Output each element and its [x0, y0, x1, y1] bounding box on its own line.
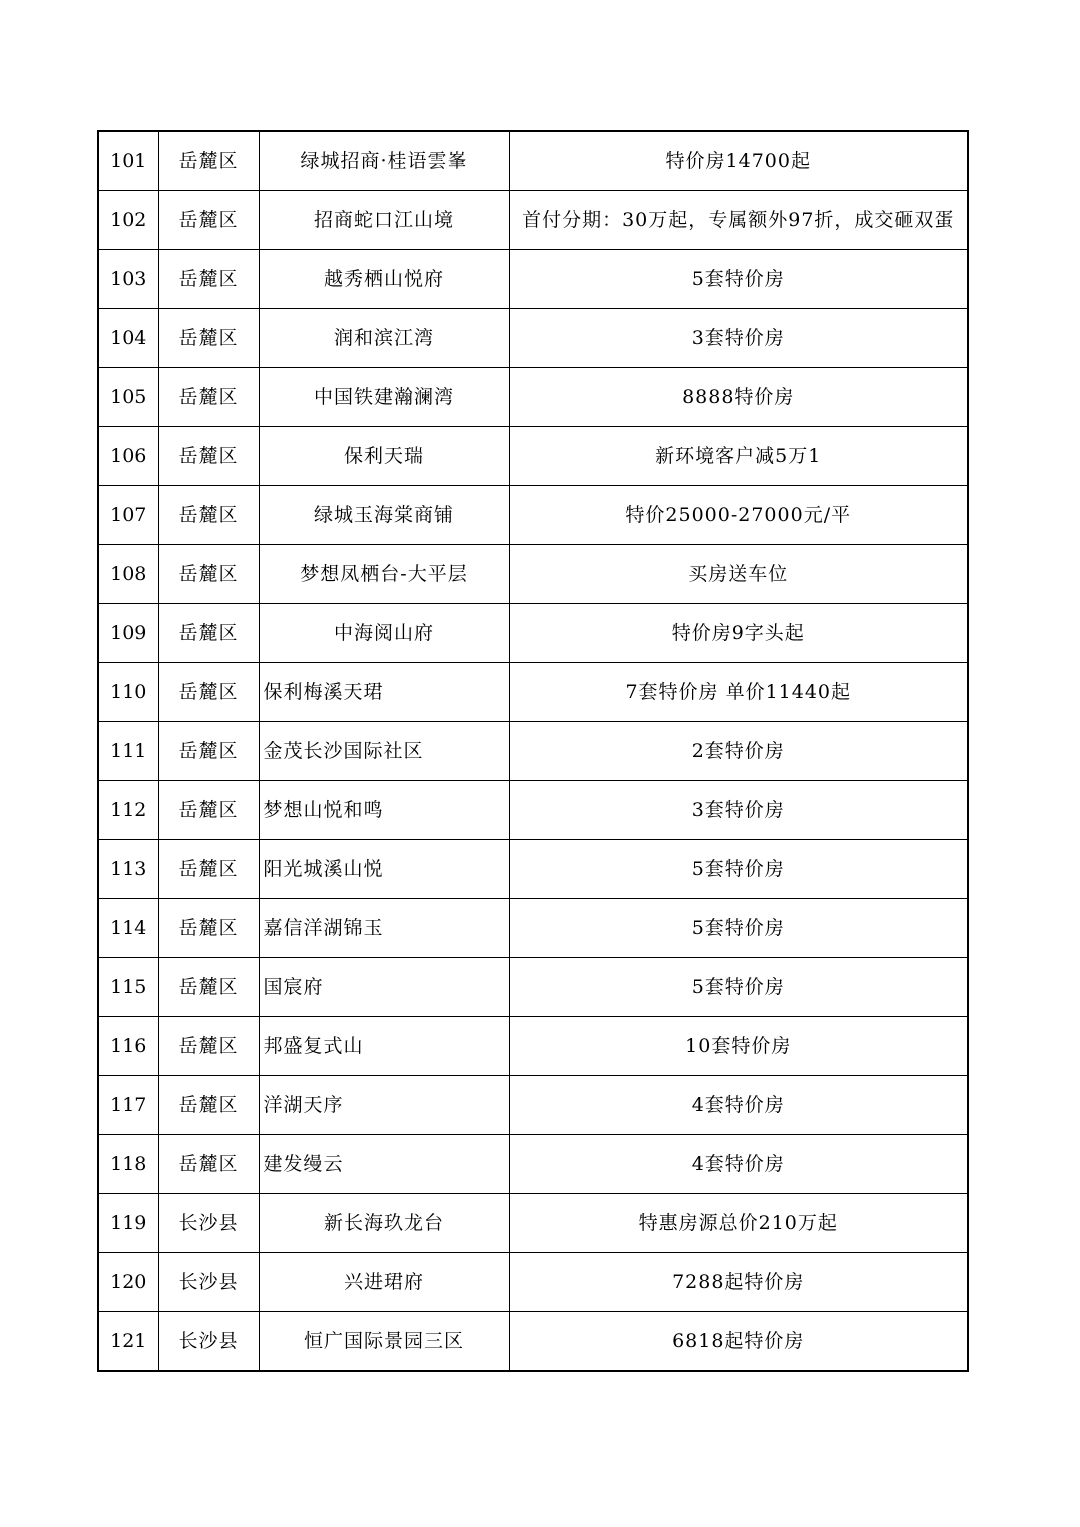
- project-name-cell: 建发缦云: [259, 1135, 509, 1194]
- table-row: [98, 486, 968, 545]
- offer-cell: 买房送车位: [509, 545, 968, 604]
- project-name-cell: 中国铁建瀚澜湾: [259, 368, 509, 427]
- table-row: [98, 604, 968, 663]
- table-row: [98, 840, 968, 899]
- offer-cell: 8888特价房: [509, 368, 968, 427]
- table-row: [98, 1076, 968, 1135]
- row-number-cell: 110: [98, 663, 158, 722]
- housing-offers-table: [97, 130, 969, 1372]
- district-cell: 岳麓区: [158, 309, 259, 368]
- district-cell: 长沙县: [158, 1194, 259, 1253]
- table-row: [98, 1017, 968, 1076]
- offer-cell: 7288起特价房: [509, 1253, 968, 1312]
- row-number-cell: 103: [98, 250, 158, 309]
- district-cell: 岳麓区: [158, 958, 259, 1017]
- table-row: [98, 131, 968, 191]
- row-number-cell: 118: [98, 1135, 158, 1194]
- district-cell: 岳麓区: [158, 663, 259, 722]
- district-cell: 岳麓区: [158, 427, 259, 486]
- table-row: [98, 191, 968, 250]
- district-cell: 岳麓区: [158, 131, 259, 191]
- row-number-cell: 116: [98, 1017, 158, 1076]
- project-name-cell: 恒广国际景园三区: [259, 1312, 509, 1372]
- district-cell: 岳麓区: [158, 604, 259, 663]
- district-cell: 岳麓区: [158, 1135, 259, 1194]
- table-body: [98, 131, 968, 1371]
- offer-cell: 新环境客户减5万1: [509, 427, 968, 486]
- table-row: [98, 1312, 968, 1372]
- district-cell: 岳麓区: [158, 545, 259, 604]
- table-row: [98, 899, 968, 958]
- row-number-cell: 107: [98, 486, 158, 545]
- table-row: [98, 663, 968, 722]
- offer-cell: 6818起特价房: [509, 1312, 968, 1372]
- district-cell: 岳麓区: [158, 368, 259, 427]
- project-name-cell: 嘉信洋湖锦玉: [259, 899, 509, 958]
- row-number-cell: 119: [98, 1194, 158, 1253]
- table-row: [98, 309, 968, 368]
- table-row: [98, 1253, 968, 1312]
- project-name-cell: 金茂长沙国际社区: [259, 722, 509, 781]
- table-row: [98, 1194, 968, 1253]
- row-number-cell: 101: [98, 131, 158, 191]
- district-cell: 岳麓区: [158, 1076, 259, 1135]
- row-number-cell: 113: [98, 840, 158, 899]
- district-cell: 长沙县: [158, 1253, 259, 1312]
- table-row: [98, 958, 968, 1017]
- district-cell: 岳麓区: [158, 191, 259, 250]
- row-number-cell: 106: [98, 427, 158, 486]
- district-cell: 岳麓区: [158, 250, 259, 309]
- offer-cell: 4套特价房: [509, 1135, 968, 1194]
- project-name-cell: 梦想凤栖台-大平层: [259, 545, 509, 604]
- row-number-cell: 111: [98, 722, 158, 781]
- district-cell: 岳麓区: [158, 722, 259, 781]
- row-number-cell: 104: [98, 309, 158, 368]
- project-name-cell: 梦想山悦和鸣: [259, 781, 509, 840]
- table-row: [98, 427, 968, 486]
- project-name-cell: 保利天瑞: [259, 427, 509, 486]
- offer-cell: 特价房9字头起: [509, 604, 968, 663]
- offer-cell: 5套特价房: [509, 958, 968, 1017]
- offer-cell: 2套特价房: [509, 722, 968, 781]
- row-number-cell: 117: [98, 1076, 158, 1135]
- district-cell: 岳麓区: [158, 1017, 259, 1076]
- offer-cell: 5套特价房: [509, 899, 968, 958]
- offer-cell: 5套特价房: [509, 250, 968, 309]
- table-row: [98, 1135, 968, 1194]
- offer-cell: 5套特价房: [509, 840, 968, 899]
- project-name-cell: 中海阅山府: [259, 604, 509, 663]
- row-number-cell: 112: [98, 781, 158, 840]
- project-name-cell: 绿城玉海棠商铺: [259, 486, 509, 545]
- project-name-cell: 招商蛇口江山境: [259, 191, 509, 250]
- offer-cell: 特惠房源总价210万起: [509, 1194, 968, 1253]
- project-name-cell: 洋湖天序: [259, 1076, 509, 1135]
- project-name-cell: 润和滨江湾: [259, 309, 509, 368]
- district-cell: 岳麓区: [158, 899, 259, 958]
- row-number-cell: 121: [98, 1312, 158, 1372]
- offer-cell: 7套特价房 单价11440起: [509, 663, 968, 722]
- offer-cell: 3套特价房: [509, 781, 968, 840]
- district-cell: 长沙县: [158, 1312, 259, 1372]
- project-name-cell: 兴进珺府: [259, 1253, 509, 1312]
- row-number-cell: 109: [98, 604, 158, 663]
- offer-cell: 3套特价房: [509, 309, 968, 368]
- row-number-cell: 114: [98, 899, 158, 958]
- row-number-cell: 102: [98, 191, 158, 250]
- table-row: [98, 781, 968, 840]
- row-number-cell: 120: [98, 1253, 158, 1312]
- row-number-cell: 115: [98, 958, 158, 1017]
- table-row: [98, 545, 968, 604]
- district-cell: 岳麓区: [158, 486, 259, 545]
- table-row: [98, 368, 968, 427]
- row-number-cell: 105: [98, 368, 158, 427]
- row-number-cell: 108: [98, 545, 158, 604]
- project-name-cell: 邦盛复式山: [259, 1017, 509, 1076]
- offer-cell: 特价房14700起: [509, 131, 968, 191]
- district-cell: 岳麓区: [158, 840, 259, 899]
- project-name-cell: 越秀栖山悦府: [259, 250, 509, 309]
- project-name-cell: 新长海玖龙台: [259, 1194, 509, 1253]
- project-name-cell: 保利梅溪天珺: [259, 663, 509, 722]
- table-row: [98, 250, 968, 309]
- district-cell: 岳麓区: [158, 781, 259, 840]
- project-name-cell: 阳光城溪山悦: [259, 840, 509, 899]
- offer-cell: 特价25000-27000元/平: [509, 486, 968, 545]
- offer-cell: 10套特价房: [509, 1017, 968, 1076]
- offer-cell: 首付分期：30万起，专属额外97折，成交砸双蛋: [509, 191, 968, 250]
- project-name-cell: 绿城招商·桂语雲峯: [259, 131, 509, 191]
- project-name-cell: 国宸府: [259, 958, 509, 1017]
- offer-cell: 4套特价房: [509, 1076, 968, 1135]
- table-row: [98, 722, 968, 781]
